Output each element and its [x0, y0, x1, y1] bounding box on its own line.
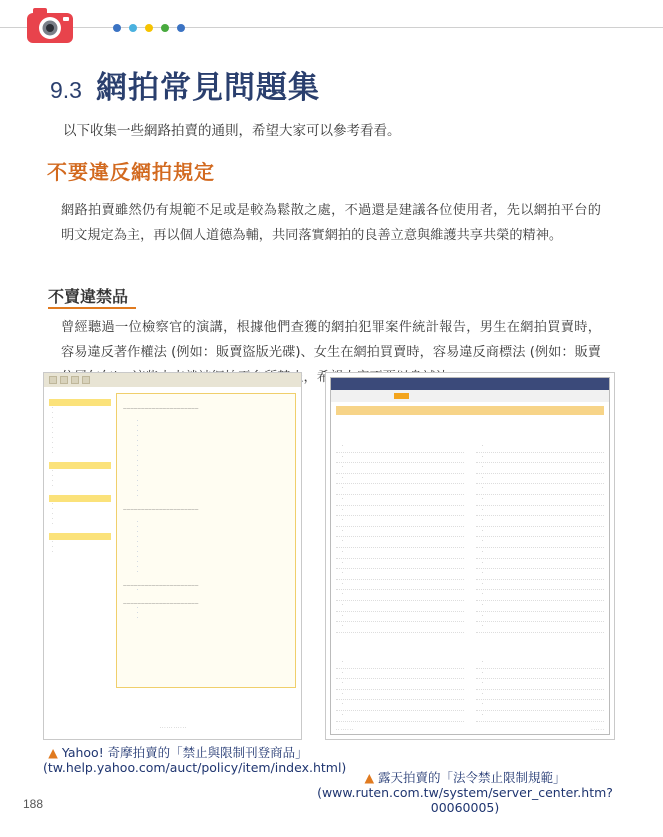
- chapter-number: 9.3: [50, 77, 82, 103]
- decor-dot: [113, 24, 121, 32]
- screenshot-tab: [60, 376, 68, 384]
- subsection-underline: [48, 307, 136, 309]
- screenshot-tabs: [331, 390, 609, 402]
- yahoo-screenshot: [43, 372, 302, 740]
- screenshot-content-box: ————————————————————— · · · · · · · · · · · · · · · · ————————————————————— · · · · · · · · · · · ————————————————————— · ————————————————————— · · ·: [116, 393, 296, 688]
- caption-marker: ▲: [48, 745, 58, 760]
- screenshot-footer: · · · · · · · · · · · · · ·: [336, 728, 604, 732]
- decor-dot: [145, 24, 153, 32]
- screenshot-tab: [82, 376, 90, 384]
- chapter-heading: [50, 62, 320, 107]
- screenshot-sidebar: · · · · · · · · · · · · · · · · · · · · · ·: [49, 393, 111, 555]
- decor-dot: [129, 24, 137, 32]
- subsection-paragraph: 曾經聽過一位檢察官的演講，根據他們查獲的網拍犯罪案件統計報告，男生在網拍買賣時，容易違反著作權法 (例如：販賣盜版光碟)、女生在網拍買賣時，容易違反商標法 (例如：販賣 止，希: [61, 320, 601, 385]
- decor-dot: [161, 24, 169, 32]
- decor-dot: [177, 24, 185, 32]
- sidebar-head: [49, 533, 111, 540]
- screenshot-tab: [49, 376, 57, 384]
- section-paragraph: 網路拍賣雖然仍有規範不足或是較為鬆散之處，不過還是建議各位使用者，先以網拍平台的明文規定為主，再以個人道德為輔，共同落實網拍的良善立意與維護共享共榮的精神。: [61, 203, 601, 243]
- screenshot-section-bar: [336, 406, 604, 415]
- screenshot-toolbar: [44, 373, 301, 387]
- sidebar-head: [49, 462, 111, 469]
- screenshot-main: [116, 393, 296, 703]
- screenshot-titlebar: [331, 378, 609, 390]
- screenshot-tab: [71, 376, 79, 384]
- page-number: 188: [23, 797, 44, 811]
- screenshot-footer: · · · · · · · · · · · ·: [159, 726, 187, 730]
- header-rule: [0, 27, 663, 28]
- section-title: 不要違反網拍規定: [47, 160, 215, 184]
- screenshot-restricted-list: · · · · · · · · · · · ·: [336, 646, 604, 722]
- sidebar-head: [49, 495, 111, 502]
- camera-icon: [21, 4, 81, 48]
- figure-caption-yahoo: [43, 745, 347, 775]
- caption-url: (tw.help.yahoo.com/auct/policy/item/index.html): [43, 760, 347, 775]
- caption-url: (www.ruten.com.tw/system/server_center.htm?00060005): [317, 785, 613, 815]
- subsection-title: 不賣違禁品: [48, 287, 129, 306]
- chapter-title: 網拍常見問題集: [95, 70, 320, 106]
- figure-caption-ruten: [290, 770, 640, 815]
- caption-title: Yahoo! 奇摩拍賣的「禁止與限制刊登商品」: [61, 745, 308, 760]
- caption-marker: ▲: [364, 770, 375, 785]
- sidebar-head: [49, 399, 111, 406]
- caption-title: 露天拍賣的「法令禁止限制規範」: [378, 770, 566, 785]
- header-dots: [113, 24, 185, 32]
- ruten-screenshot: [325, 372, 615, 740]
- intro-text: 以下收集一些網路拍賣的通則，希望大家可以參考看看。: [63, 123, 401, 139]
- screenshot-prohibited-list: · · · · · · · · · · · · · · · · · · · · · · · · · · · · · · · · · · · ·: [336, 418, 604, 633]
